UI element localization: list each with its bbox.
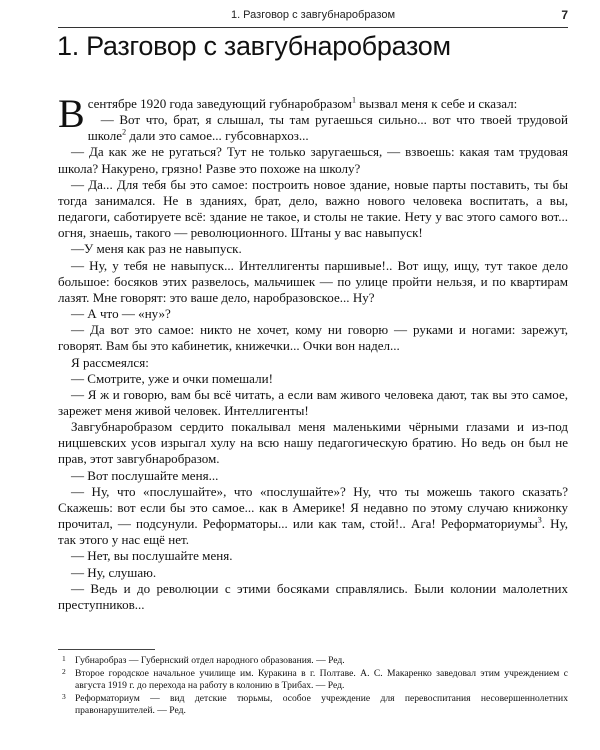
footnote-ref: 3	[537, 515, 542, 525]
footnote-text: Реформаториум — вид детские тюрьмы, особое учреждение для перевоспитания несовершеннолетних правонарушителей. — Ред.	[75, 692, 568, 717]
footnotes	[58, 655, 568, 718]
footnote	[58, 668, 568, 693]
paragraph: — Вот послушайте меня...	[71, 467, 219, 483]
paragraph-text: вызвал меня к себе и сказал:	[355, 96, 518, 111]
paragraph: — Да как же не ругаться? Тут не только заругаешься, — взвоешь: какая там трудовая школа? Накурено, грязно! Разве это похоже на школу?	[58, 144, 568, 176]
running-head	[58, 8, 568, 24]
footnote-number: 3	[62, 691, 66, 701]
paragraph: —У меня как раз не навыпуск.	[71, 241, 242, 257]
footnote-ref: 2	[122, 127, 127, 137]
paragraph: — Ведь и до революции с этими босяками справлялись. Были колонии малолетних преступников...	[58, 580, 568, 612]
footnote	[58, 693, 568, 718]
page-number: 7	[561, 8, 568, 22]
chapter-title: 1. Разговор с завгубнаробразом	[57, 31, 451, 61]
paragraph-text: . Ну, так этого у нас ещё нет.	[58, 516, 568, 548]
footnote-number: 1	[62, 654, 66, 663]
paragraph: — Да вот это самое: никто не хочет, кому ни говорю — руками и ногами: зарежут, говорят. Вам бы это кабинетик, книжечки... Очки вон надел...	[58, 322, 568, 354]
paragraph: — Нет, вы послушайте меня.	[71, 548, 233, 564]
paragraph: — Да... Для тебя бы это самое: построить новое здание, новые парты поставить, ты бы тогда занимался. Не в зданиях, брат, дело, важно нового человека воспитать, а вы, педагоги, саботируете всё: здание не такое, и столы не такие. Нету у вас этого самого вот... огня, знаешь, такого — революционного. Штаны у вас навыпуск!	[58, 176, 568, 241]
paragraph-text: дали это самое... губсовнархоз...	[126, 128, 309, 144]
paragraph: — Ну, у тебя не навыпуск... Интеллигенты паршивые!.. Вот ищу, ищу, тут такое дело большое: босяков этих развелось, мальчишек — по улице пройти нельзя, и по квартирам лазят. Мне говорят: это ваше дело, наробразовское... Ну?	[58, 257, 568, 305]
paragraph-text: сентябре 1920 года заведующий губнаробразом	[87, 96, 352, 111]
paragraph	[58, 484, 568, 549]
paragraph: Завгубнаробразом сердито покалывал меня маленькими чёрными глазами и из-под ницшевских усов изрыгал хулу на всю нашу педагогическую братию. Но ведь он был не прав, этот завгубнаробразом.	[58, 419, 568, 467]
body-text	[58, 91, 568, 613]
footnote-ref: 1	[351, 95, 356, 105]
footnote-text: Второе городское начальное училище им. Куракина в г. Полтаве. А. С. Макаренко заведовал этим учреждением с августа 1919 г. до перехода на работу в колонию в Трибах. — Ред.	[75, 667, 568, 692]
paragraph: — Смотрите, уже и очки помешали!	[71, 370, 273, 386]
paragraph: — А что — «ну»?	[71, 306, 171, 322]
footnote	[58, 655, 568, 668]
paragraph-text: — Ну, что «послушайте», что «послушайте»? Ну, что ты можешь такого сказать? Скажешь: вот если бы это самое... как в Америке! Я недавно по этому случаю книжонку прочитал, — подсунули. Реформаторы... или как там, стой!.. Ага! Реформаториумы	[58, 483, 568, 532]
header-rule	[58, 27, 568, 28]
footnote-number: 2	[62, 666, 66, 676]
drop-cap: В	[58, 91, 85, 136]
paragraph: — Ну, слушаю.	[71, 564, 157, 580]
footnote-text: Губнаробраз — Губернский отдел народного образования. — Ред.	[75, 655, 345, 666]
paragraph	[58, 112, 568, 144]
paragraph: — Я ж и говорю, вам бы всё читать, а если вам живого человека дают, так вы это самое, зарежет меня живой человек. Интеллигенты!	[58, 386, 568, 418]
paragraph: Я рассмеялся:	[71, 354, 149, 370]
running-head-title: 1. Разговор с завгубнаробразом	[230, 9, 396, 21]
footnote-rule	[58, 649, 155, 650]
paragraph-text: — Вот что, брат, я слышал, ты там ругаешься сильно... вот что твоей трудовой школе	[87, 112, 568, 144]
